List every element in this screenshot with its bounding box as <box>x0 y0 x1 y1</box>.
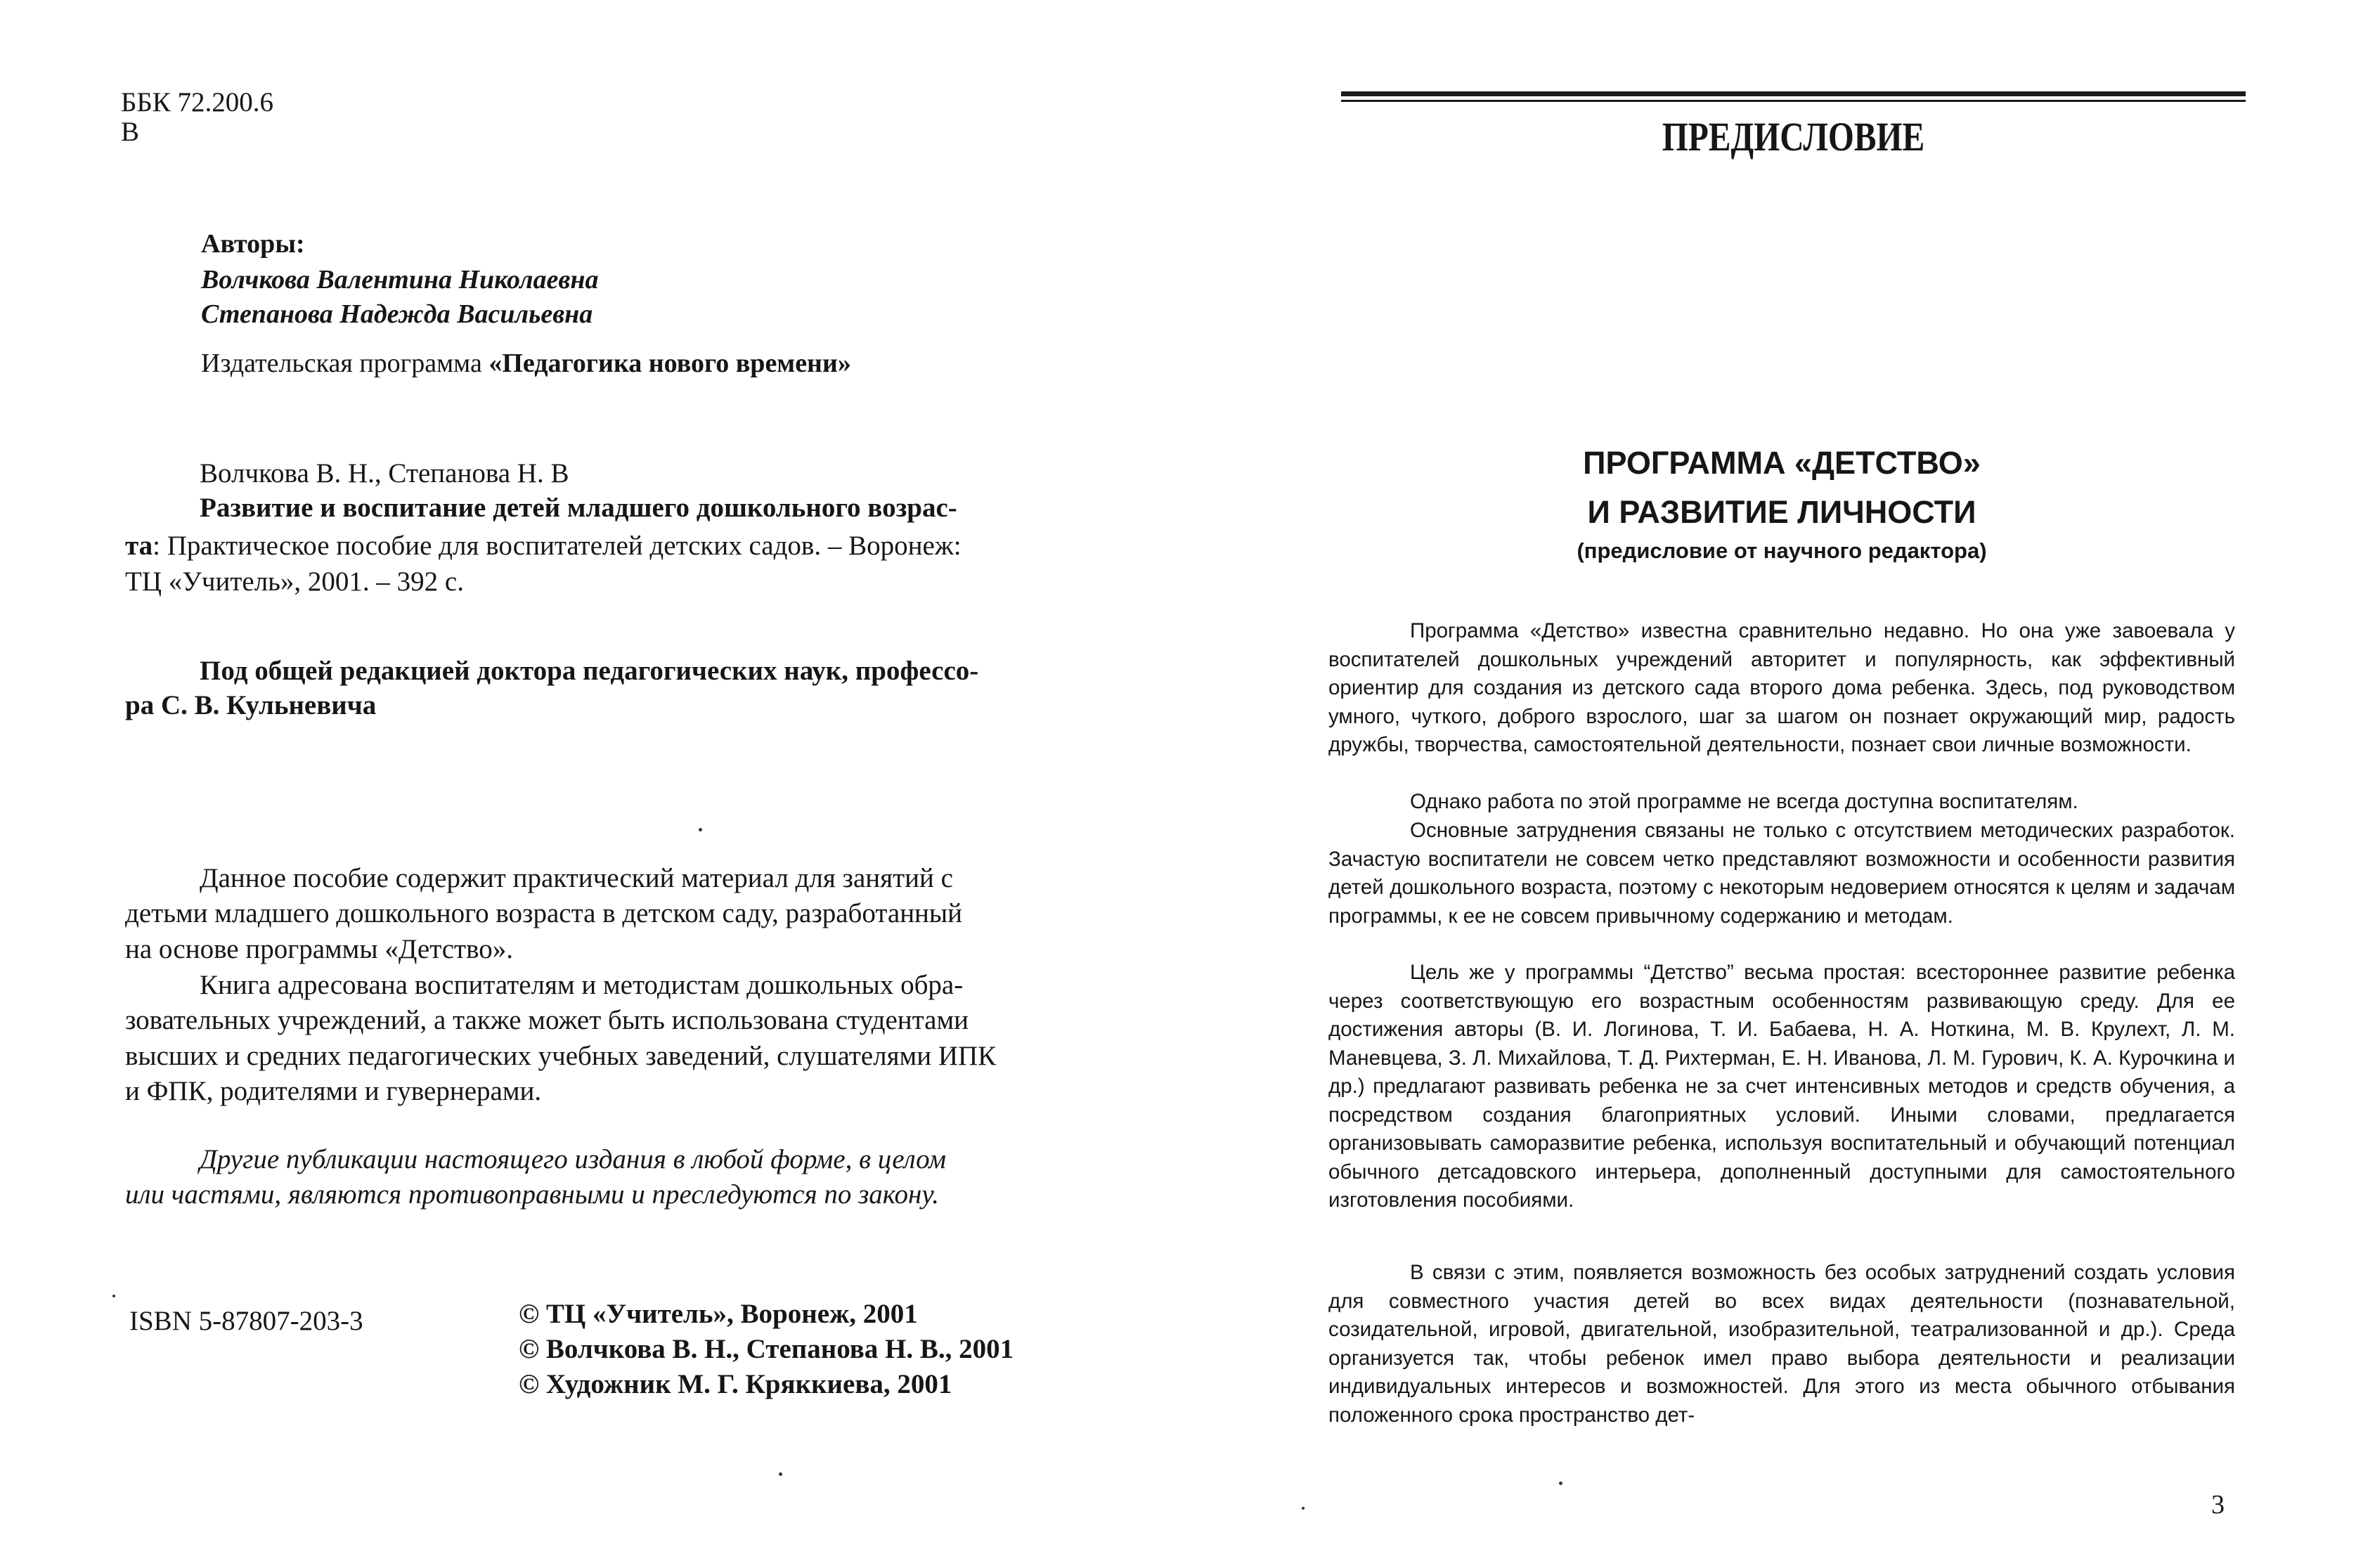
annotation-2-line-4: и ФПК, родителями и гувернерами. <box>125 1076 542 1106</box>
program-name: «Педагогика нового времени» <box>488 349 851 378</box>
annotation-2-line-3: высших и средних педагогических учебных заведений, слушателями ИПК <box>125 1041 997 1071</box>
paragraph-1: Программа «Детство» известна сравнительно недавно. Но она уже завоевала у воспитателей дошкольных учреждений авторитет и популярность, как эффективный ориентир для создания из детского сада второго дома ребенка. Здесь, под руководством умного, чуткого, доброго взрослого, шаг за шагом он познает окружающий мир, радость дружбы, творчества, самостоятельной деятельности, познает свои личные возможности. <box>1328 619 2235 756</box>
section-header: ПРЕДИСЛОВИЕ <box>1662 114 1925 160</box>
citation-title-2: та <box>125 531 153 561</box>
annotation-1-line-1: Данное пособие содержит практический материал для занятий с <box>200 863 953 893</box>
paragraph-3: Основные затруднения связаны не только с отсутствием методических разработок. Зачастую воспитатели не совсем четко представляют возможности и особенности развития детей дошкольного возраста, поэтому с некоторым недоверием относятся к целям и задачам программы, к ее не совсем привычному содержанию и методам. <box>1328 819 2235 928</box>
citation-rest-2: ТЦ «Учитель», 2001. – 392 с. <box>125 566 464 597</box>
author-1: Волчкова Валентина Николаевна <box>201 265 599 294</box>
copyright-notice-line-1: Другие публикации настоящего издания в любой форме, в целом <box>200 1144 946 1174</box>
paragraph-2: Однако работа по этой программе не всегда доступна воспитателям. <box>1410 790 2078 813</box>
citation-title-1: Развитие и воспитание детей младшего дошкольного возрас- <box>200 493 957 523</box>
copyright-notice-line-2: или частями, являются противоправными и преследуются по закону. <box>125 1179 940 1210</box>
copyright-1: © ТЦ «Учитель», Воронеж, 2001 <box>519 1299 918 1329</box>
chapter-subtitle: (предисловие от научного редактора) <box>1577 538 1987 563</box>
paragraph-5: В связи с этим, появляется возможность без особых затруднений создать условия для совместного участия детей во всех видах деятельности (познавательной, созидательной, игровой, двигательной, изобразительной, театрализованной и др.). Среда организуется так, чтобы ребенок имел право выбора деятельности и реализации индивидуальных интересов и возможностей. Для этого из места обычного отбывания положенного срока пространство дет- <box>1328 1261 2235 1427</box>
copyright-3: © Художник М. Г. Кряккиева, 2001 <box>519 1369 952 1399</box>
scan-speck <box>779 1472 782 1476</box>
header-rule-thick <box>1341 91 2246 96</box>
scan-speck <box>1559 1482 1562 1485</box>
annotation-1-line-3: на основе программы «Детство». <box>125 934 513 964</box>
bbk-code: ББК 72.200.6 <box>121 87 274 117</box>
annotation-1-line-2: детьми младшего дошкольного возраста в детском саду, разработанный <box>125 898 963 928</box>
editor-line-2: ра С. В. Кульневича <box>125 690 377 720</box>
publishing-program <box>201 350 851 377</box>
chapter-title-line-2: И РАЗВИТИЕ ЛИЧНОСТИ <box>1587 494 1976 530</box>
citation-authors: Волчкова В. Н., Степанова Н. В <box>200 458 569 488</box>
annotation-2-line-1: Книга адресована воспитателям и методистам дошкольных обра- <box>200 970 964 1000</box>
page-number: 3 <box>2211 1490 2225 1520</box>
citation-rest-1: : Практическое пособие для воспитателей детских садов. – Воронеж: <box>153 531 962 561</box>
copyright-2: © Волчкова В. Н., Степанова Н. В., 2001 <box>519 1334 1014 1364</box>
author-2: Степанова Надежда Васильевна <box>201 299 593 329</box>
program-prefix: Издательская программа <box>201 349 489 378</box>
citation-line-2 <box>125 532 962 559</box>
editor-line-1: Под общей редакцией доктора педагогических наук, профессо- <box>200 656 979 686</box>
chapter-title-line-1: ПРОГРАММА «ДЕТСТВО» <box>1583 445 1981 481</box>
authors-label: Авторы: <box>201 229 305 259</box>
header-rule-thin <box>1341 100 2246 102</box>
annotation-2-line-2: зовательных учреждений, а также может быть использована студентами <box>125 1005 969 1035</box>
bbk-letter: В <box>121 117 140 147</box>
scan-speck <box>112 1295 115 1297</box>
paragraph-4: Цель же у программы “Детство” весьма простая: всестороннее развитие ребенка через соответствующую его возрастным особенностям развивающую среду. Для ее достижения авторы (В. И. Логинова, Т. И. Бабаева, Н. А. Ноткина, М. В. Крулехт, Л. М. Маневцева, З. Л. Михайлова, Т. Д. Рихтерман, Е. Н. Иванова, Л. М. Гурович, К. А. Курочкина и др.) предлагают развивать ребенка не за счет интенсивных методов и средств обучения, а посредством создания благоприятных условий. Иными словами, предлагается организовывать саморазвитие ребенка, используя воспитательный и обучающий потенциал обычного детсадовского интерьера, дополненный доступными для самостоятельного изготовления пособиями. <box>1328 961 2235 1212</box>
isbn: ISBN 5-87807-203-3 <box>129 1306 363 1336</box>
scan-speck <box>1302 1507 1305 1510</box>
scan-speck <box>699 828 702 831</box>
